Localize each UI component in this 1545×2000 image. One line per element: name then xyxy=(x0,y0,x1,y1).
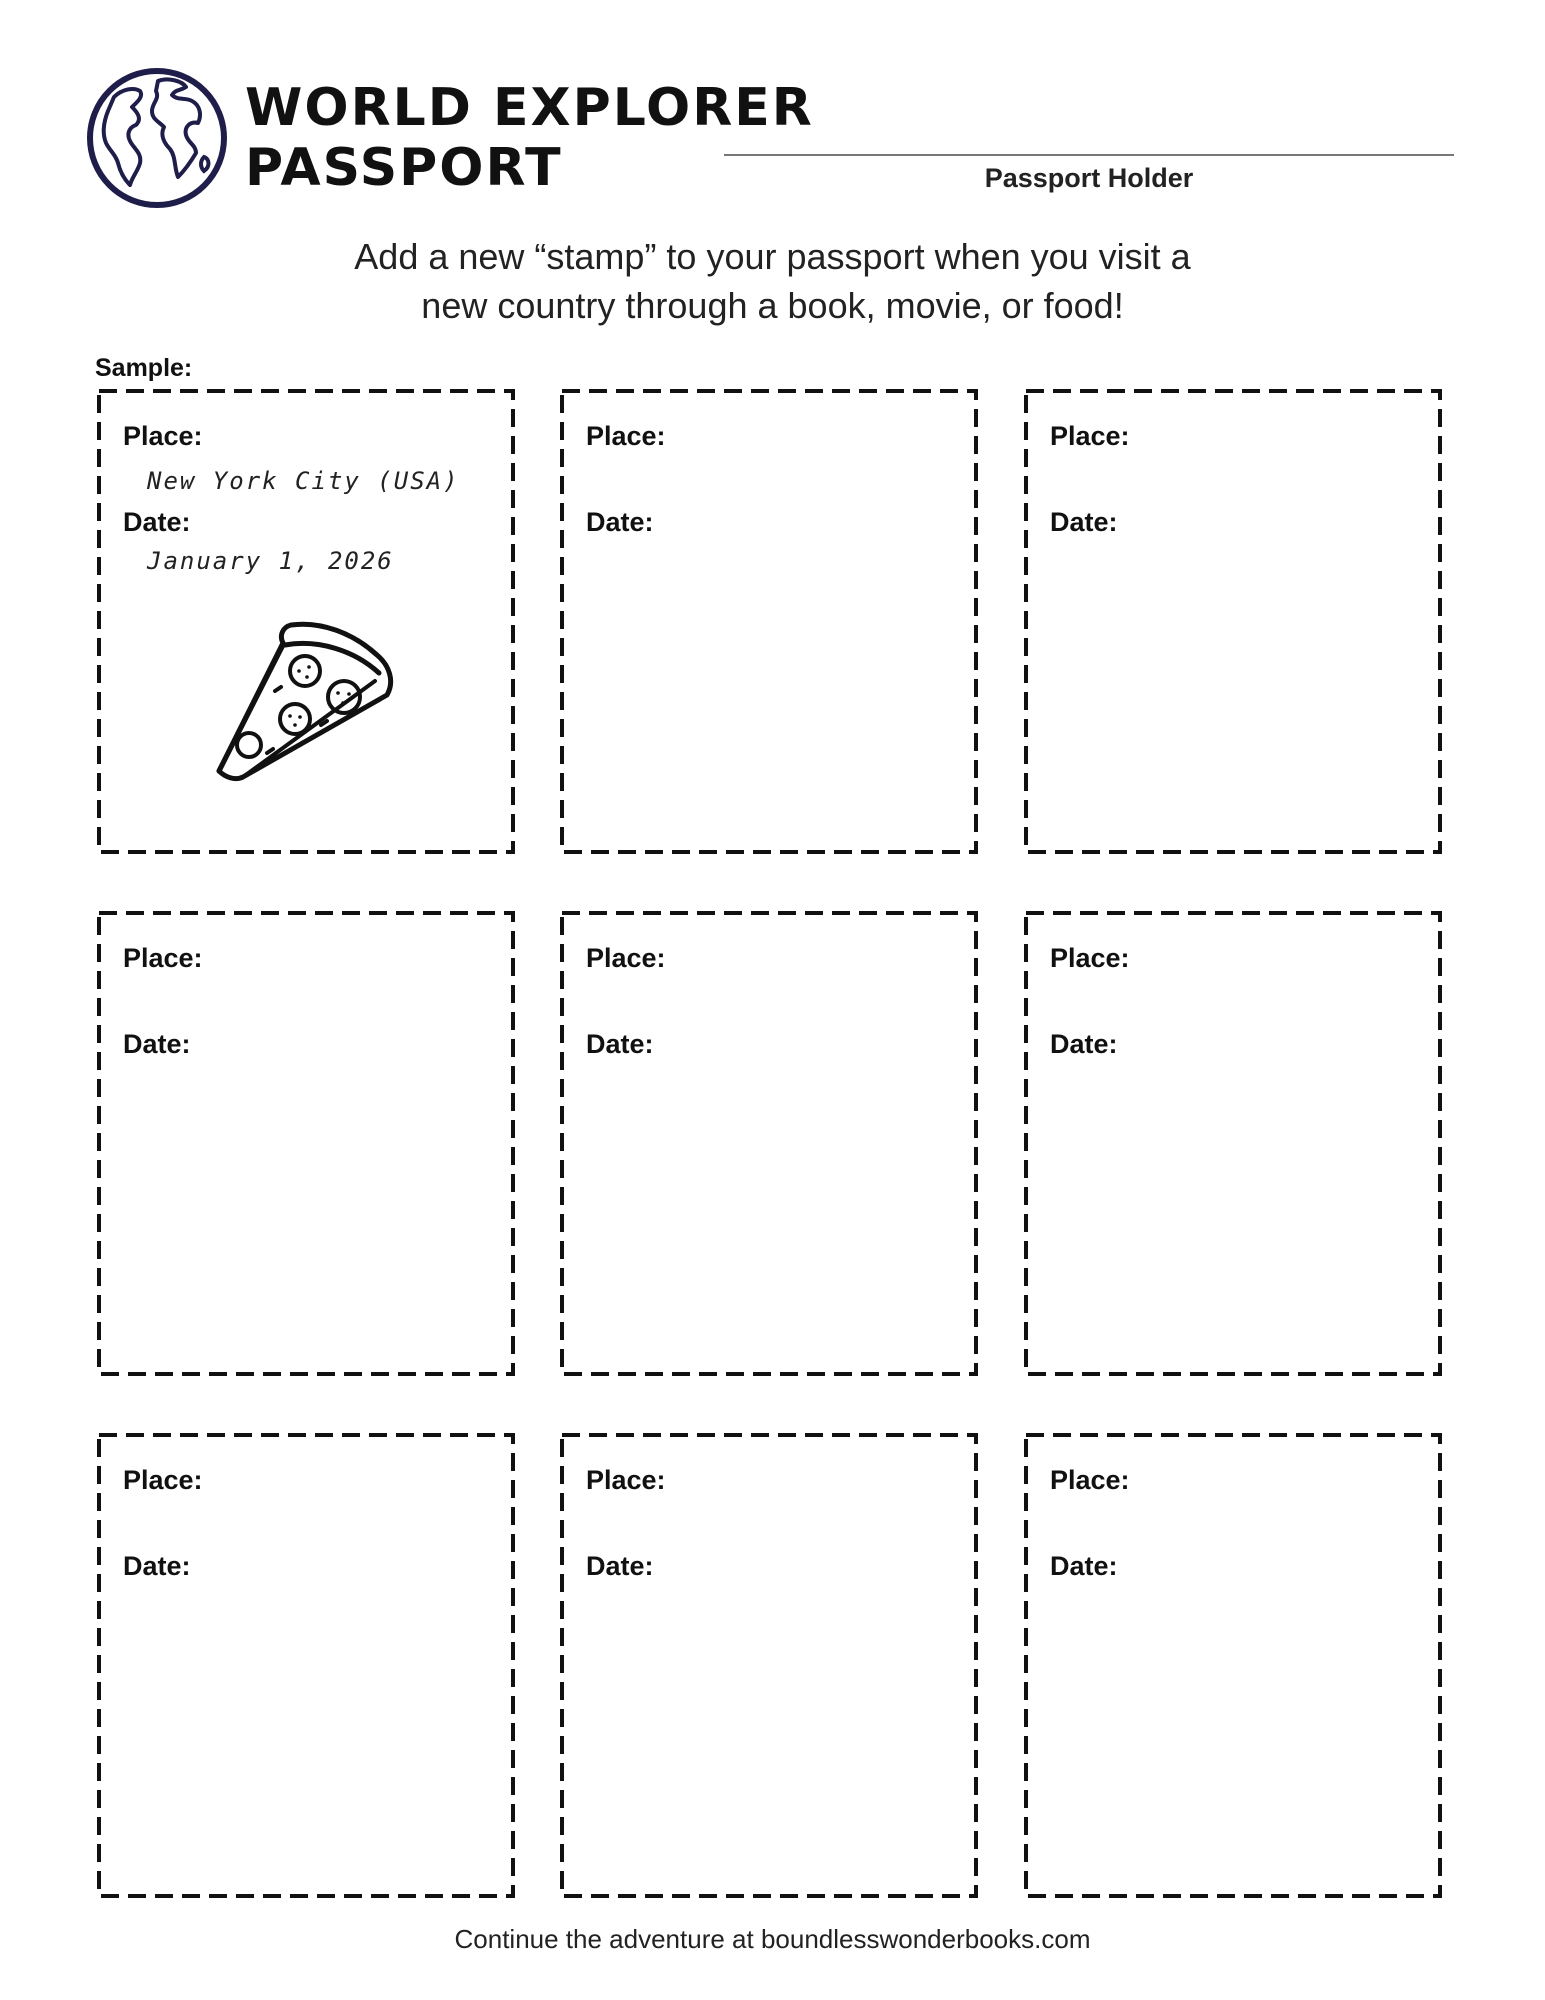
pizza-slice-icon xyxy=(209,621,399,791)
place-label: Place: xyxy=(1050,943,1130,973)
date-label: Date: xyxy=(1050,507,1118,537)
dashed-border xyxy=(1024,1433,1442,1898)
dashed-border xyxy=(560,1433,978,1898)
place-label: Place: xyxy=(123,1465,203,1495)
date-label: Date: xyxy=(1050,1551,1118,1581)
title-line-2: PASSPORT xyxy=(245,138,563,198)
place-label: Place: xyxy=(123,943,203,973)
stamp-box-9 xyxy=(1024,1433,1442,1898)
stamp-box-5 xyxy=(560,911,978,1376)
date-label: Date: xyxy=(123,507,191,537)
stamp-box-6 xyxy=(1024,911,1442,1376)
footer-text: Continue the adventure at boundlesswonderbooks.com xyxy=(454,1924,1091,1954)
stamp-box-3 xyxy=(1024,389,1442,854)
dashed-border xyxy=(97,1433,515,1898)
stamp-box-4 xyxy=(97,911,515,1376)
globe-icon xyxy=(86,67,228,209)
instructions-line-1: Add a new “stamp” to your passport when you visit a xyxy=(354,236,1191,277)
date-label: Date: xyxy=(586,1029,654,1059)
stamp-box-8 xyxy=(560,1433,978,1898)
date-label: Date: xyxy=(123,1029,191,1059)
place-label: Place: xyxy=(586,421,666,451)
dashed-border xyxy=(560,389,978,854)
date-label: Date: xyxy=(586,1551,654,1581)
passport-holder-field[interactable] xyxy=(724,154,1454,156)
dashed-border xyxy=(1024,389,1442,854)
dashed-border xyxy=(97,911,515,1376)
stamp-box-7 xyxy=(97,1433,515,1898)
dashed-border xyxy=(560,911,978,1376)
place-label: Place: xyxy=(1050,1465,1130,1495)
place-label: Place: xyxy=(586,943,666,973)
date-value: January 1, 2026 xyxy=(147,547,394,575)
stamp-box-sample xyxy=(97,389,515,854)
date-label: Date: xyxy=(123,1551,191,1581)
passport-holder-label: Passport Holder xyxy=(984,163,1194,193)
place-label: Place: xyxy=(586,1465,666,1495)
stamp-box-2 xyxy=(560,389,978,854)
sample-label: Sample: xyxy=(95,354,193,382)
instructions-line-2: new country through a book, movie, or food! xyxy=(421,285,1124,326)
date-label: Date: xyxy=(586,507,654,537)
place-label: Place: xyxy=(123,421,203,451)
instructions xyxy=(250,232,1295,330)
dashed-border xyxy=(1024,911,1442,1376)
place-value: New York City (USA) xyxy=(147,467,460,495)
place-label: Place: xyxy=(1050,421,1130,451)
date-label: Date: xyxy=(1050,1029,1118,1059)
title-line-1: WORLD EXPLORER xyxy=(245,78,814,138)
